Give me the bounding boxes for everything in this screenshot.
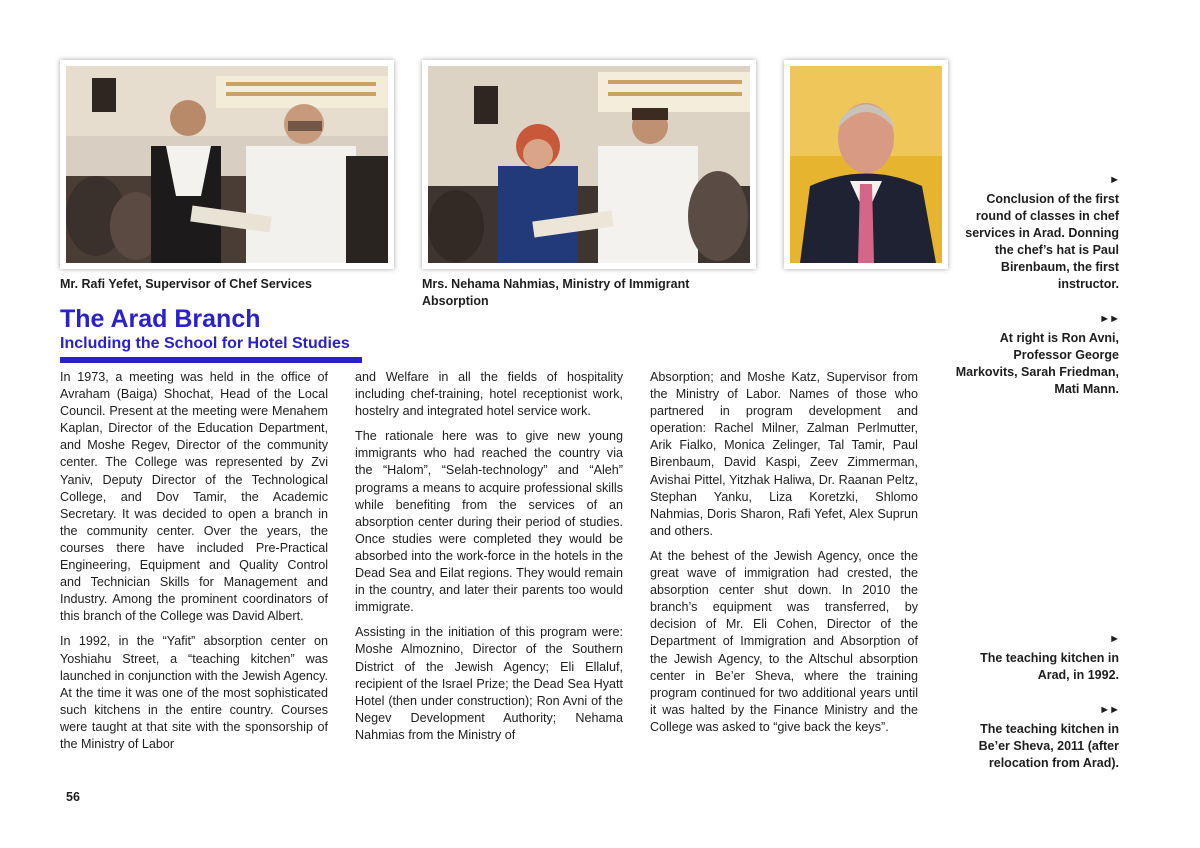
photo-nehama-nahmias-image [428, 66, 750, 263]
paragraph: Assisting in the initiation of this program were: Moshe Almoznino, Director of the Southern District of the Jewish Agency; Eli Ellaluf, recipient of the Israel Prize; the Dead Sea Hyatt Hotel (then under construction); Ron Avni of the Negev Development Authority; Nehama Nahmias from the Ministry of [355, 625, 623, 742]
page-subtitle: Including the School for Hotel Studies [60, 335, 350, 352]
side-note-text: The teaching kitchen in Arad, in 1992. [980, 651, 1119, 682]
photo-nehama-nahmias-caption: Mrs. Nehama Nahmias, Ministry of Immigrant Absorption [422, 277, 690, 308]
arrow-icon: ► [1109, 633, 1119, 645]
page-number: 56 [66, 790, 80, 804]
title-underline [60, 357, 362, 363]
side-note-text: At right is Ron Avni, Professor George Markovits, Sarah Friedman, Mati Mann. [955, 331, 1119, 396]
side-note [955, 172, 1119, 293]
paragraph: and Welfare in all the fields of hospitality including chef-training, hotel receptionist work, hostelry and integrated hotel service work. [355, 370, 623, 419]
side-note [955, 311, 1119, 398]
paragraph: The rationale here was to give new young immigrants who had reached the country via the “Halom”, “Selah-technology” and “Aleh” programs a means to acquire professional skills while benefiting from the services of an absorption center during their period of studies. Once studies were completed they would be absorbed into the work-force in the hotels in the Dead Sea and Eilat regions. They would remain in the country, and later their parents too would immigrate. [355, 429, 623, 615]
text-column-3 [650, 369, 918, 744]
side-note [955, 702, 1119, 772]
side-note [955, 631, 1119, 684]
paragraph: In 1992, in the “Yafit” absorption center on Yoshiahu Street, a “teaching kitchen” was launched in conjunction with the Jewish Agency. At the time it was one of the most sophisticated such kitchens in the entire country. Courses were taught at that site with the sponsorship of the Ministry of Labor [60, 634, 328, 751]
arrow-icon: ► [1109, 174, 1119, 186]
side-note-text: The teaching kitchen in Be’er Sheva, 2011 (after relocation from Arad). [978, 722, 1119, 770]
photo-rafi-yefet [60, 60, 394, 269]
text-column-2 [355, 369, 623, 752]
page-title: The Arad Branch [60, 305, 261, 333]
photo-portrait [784, 60, 948, 269]
paragraph: Absorption; and Moshe Katz, Supervisor from the Ministry of Labor. Names of those who partnered in program development and operation: Rachel Milner, Zalman Perlmutter, Arik Fialko, Monica Zelinger, Tal Tamir, Paul Birenbaum, David Kaspi, Zeev Zimmerman, Avishai Pittel, Yitzhak Haliwa, Dr. Raanan Peltz, Stephan Yanku, Liza Koretzki, Shlomo Nahmias, Doris Sharon, Rafi Yefet, Alex Suprun and others. [650, 370, 918, 538]
text-column-1 [60, 369, 328, 761]
photo-rafi-yefet-image [66, 66, 388, 263]
double-arrow-icon: ►► [1099, 313, 1119, 325]
paragraph: At the behest of the Jewish Agency, once the great wave of immigration had crested, the absorption center shut down. In 2010 the branch’s equipment was transferred, by decision of Mr. Eli Cohen, Director of the Department of Immigration and Absorption of the Jewish Agency, to the Altschul absorption center in Be’er Sheva, where the training program continued for two additional years until it was halted by the Finance Ministry and the College was asked to “give back the keys”. [650, 548, 918, 734]
double-arrow-icon: ►► [1099, 704, 1119, 716]
side-note-text: Conclusion of the first round of classes in chef services in Arad. Donning the chef’s hat is Paul Birenbaum, the first instructor. [965, 192, 1119, 291]
paragraph: In 1973, a meeting was held in the office of Avraham (Baiga) Shochat, Head of the Local Council. Present at the meeting were Menahem Kaplan, Director of the Education Department, and Moshe Regev, Director of the community center. The College was represented by Zvi Yaniv, Deputy Director of the Technological College, and Dov Tamir, the Academic Secretary. It was decided to open a branch in the community center. Over the years, the courses there have included Pre-Practical Engineering, Equipment and Quality Control and Technician Skills for Management and Industry. Among the prominent coordinators of this branch of the College was David Albert. [60, 370, 328, 624]
photo-rafi-yefet-caption: Mr. Rafi Yefet, Supervisor of Chef Services [60, 277, 312, 291]
photo-portrait-image [790, 66, 942, 263]
photo-nehama-nahmias [422, 60, 756, 269]
